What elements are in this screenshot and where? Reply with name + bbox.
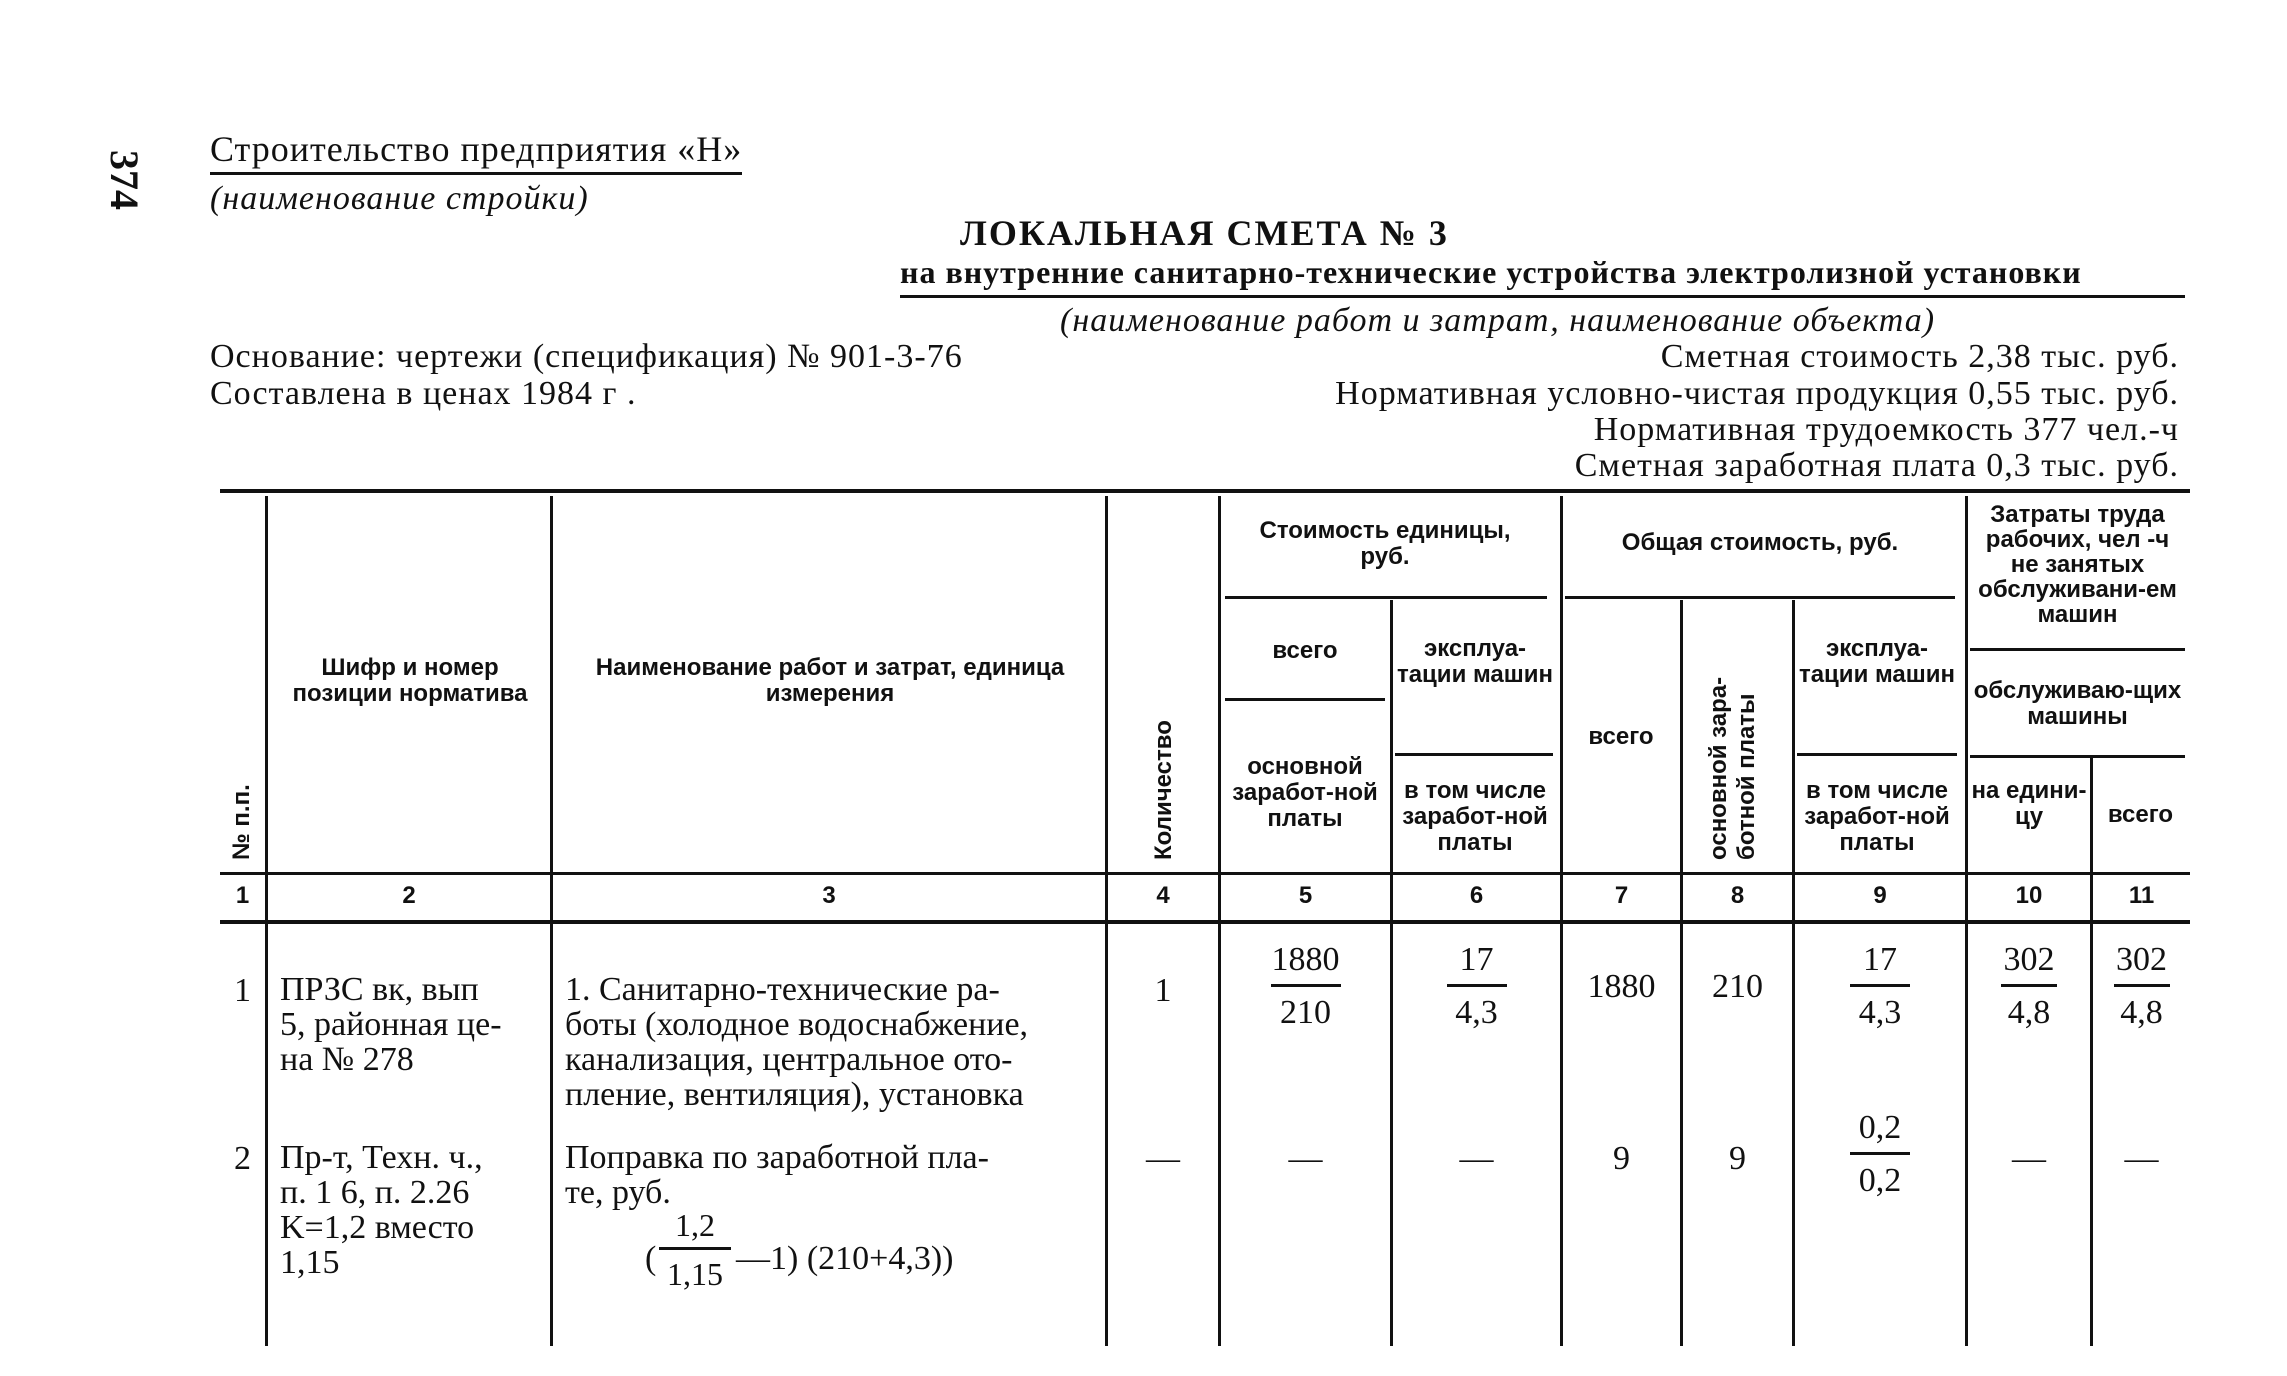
row2-name: Поправка по заработной пла- те, руб. [565,1139,989,1211]
row1-name: 1. Санитарно-технические ра- боты (холодное водоснабжение, канализация, центральное ото- пление, вентиляция), установка [565,971,1029,1113]
colnum-9: 9 [1873,882,1887,909]
document-subtitle: на внутренние санитарно-технические устройства электролизной установки [900,254,2185,298]
colnum-7: 7 [1614,882,1629,909]
colnum-11: 11 [2128,882,2155,909]
header-unit-total: всего [1272,637,1338,664]
row1-c9: 17 4,3 [1795,940,1965,1033]
header-name: Наименование работ и затрат, единица измерения [595,654,1065,707]
row2-c7: 9 [1613,1140,1630,1177]
colnum-3: 3 [822,882,836,909]
header-total-machine-wage: в том числе заработ-ной платы [1804,777,1950,856]
header-bottom-rule [220,872,2190,875]
row2-c10: — [2012,1140,2046,1177]
row2-code: Пр-т, Техн. ч., п. 1 6, п. 2.26 K=1,2 вместо 1,15 [280,1139,483,1281]
row1-num: 1 [234,972,251,1009]
row2-c5: — [1288,1140,1323,1177]
header-labor-per-unit: на едини-цу [1971,777,2087,830]
summary-estimated-cost: Сметная стоимость 2,38 тыс. руб. [1660,338,2179,375]
row2-num: 2 [234,1140,251,1177]
header-labor: Затраты труда рабочих, чел -ч не занятых обслуживани-ем машин [1978,501,2177,628]
row1-c6: 17 4,3 [1393,940,1560,1033]
row2-c8: 9 [1729,1140,1746,1177]
row1-c5: 1880 210 [1271,941,1340,1031]
colnum-4: 4 [1156,882,1170,909]
header-qty: Количество [1150,720,1177,860]
header-labor-machine: обслуживаю-щих машины [1973,677,2182,730]
colnum-bottom-rule [220,920,2190,924]
summary-net-output: Нормативная условно-чистая продукция 0,55 тыс. руб. [1335,375,2179,412]
colnum-8: 8 [1730,882,1745,909]
row2-c6: — [1459,1140,1494,1177]
row2-c9: 0,2 0,2 [1795,1108,1965,1201]
project-caption: (наименование стройки) [210,180,589,217]
colnum-2: 2 [402,882,416,909]
page-number: 374 [102,150,147,210]
project-name: Строительство предприятия «Н» [210,128,742,175]
header-total-wage: основной зара-ботной платы [1705,676,1760,860]
colnum-10: 10 [2015,882,2043,909]
header-num: № п.п. [228,784,255,860]
header-total-machine: эксплуа-тации машин [1798,635,1956,688]
colnum-6: 6 [1469,882,1484,909]
row1-c8: 210 [1712,968,1763,1005]
basis-line: Основание: чертежи (спецификация) № 901-3-76 [210,338,963,375]
header-total-cost: Общая стоимость, руб. [1621,529,1899,556]
row1-c7: 1880 [1587,968,1656,1005]
row2-qty: — [1146,1140,1180,1177]
row1-code: ПРЗС вк, вып 5, районная це- на № 278 [280,971,502,1078]
document-title: ЛОКАЛЬНАЯ СМЕТА № 3 [960,213,1449,253]
header-unit-machine: эксплуа-тации машин [1396,635,1554,688]
summary-labor: Нормативная трудоемкость 377 чел.-ч [1593,411,2179,448]
header-labor-total: всего [2107,801,2174,828]
row1-qty: 1 [1154,972,1172,1009]
summary-wage: Сметная заработная плата 0,3 тыс. руб. [1574,447,2179,484]
subtitle-caption: (наименование работ и затрат, наименование объекта) [1060,302,1936,339]
header-unit-machine-wage: в том числе заработ-ной платы [1402,777,1548,856]
row1-c10: 302 4,8 [1968,940,2090,1033]
header-code: Шифр и номер позиции норматива [292,654,528,707]
table-top-rule [220,489,2190,493]
colnum-1: 1 [235,882,250,909]
row2-c11: — [2124,1140,2159,1177]
header-unit-wage: основной заработ-ной платы [1232,753,1378,832]
row1-c11: 302 4,8 [2093,940,2190,1033]
prices-line: Составлена в ценах 1984 г . [210,375,637,412]
header-total-all: всего [1588,723,1654,750]
colnum-5: 5 [1298,882,1313,909]
header-unit-cost: Стоимость единицы, руб. [1259,517,1511,570]
